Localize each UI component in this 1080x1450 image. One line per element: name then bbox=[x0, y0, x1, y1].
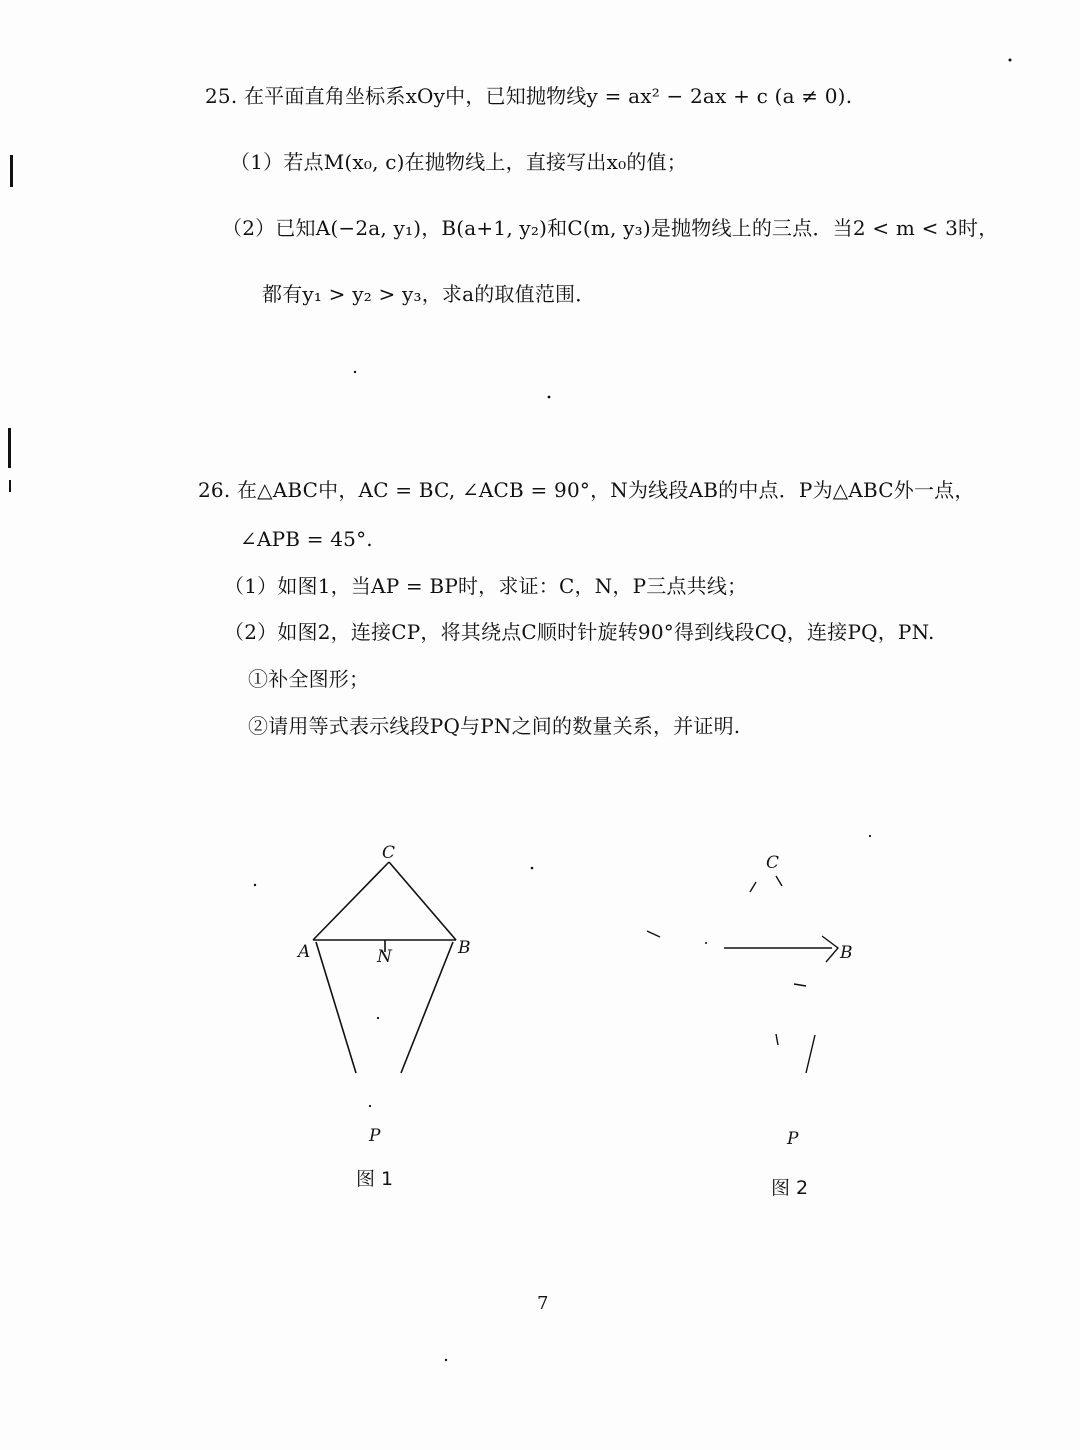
figure-1-labels bbox=[296, 843, 471, 1146]
segment-ca bbox=[313, 862, 389, 940]
label-n-fig1: N bbox=[377, 947, 392, 967]
figure-2 bbox=[647, 876, 838, 1073]
q26-part1: （1）如图1，当AP = BP时，求证：C，N，P三点共线； bbox=[224, 574, 748, 598]
figure-2-labels bbox=[766, 853, 853, 1149]
segment-bp-fig2 bbox=[806, 1035, 815, 1073]
q26-part2: （2）如图2，连接CP，将其绕点C顺时针旋转90°得到线段CQ，连接PQ，PN. bbox=[224, 620, 935, 644]
label-p-fig2: P bbox=[787, 1129, 799, 1149]
label-b-fig1: B bbox=[458, 938, 471, 958]
figure-2-caption: 图 2 bbox=[771, 1177, 809, 1199]
faint-mark-1 bbox=[647, 931, 660, 937]
q26-stem-line2: ∠APB = 45°. bbox=[240, 527, 373, 551]
faint-mark-5 bbox=[776, 876, 782, 886]
q25-stem: 25. 在平面直角坐标系xOy中，已知抛物线y = ax² − 2ax + c (a ≠ 0). bbox=[205, 84, 853, 108]
q25-part2-line1: （2）已知A(−2a, y₁)，B(a+1, y₂)和C(m, y₃)是抛物线上的三点．当2 < m < 3时， bbox=[222, 216, 999, 240]
label-c-fig1: C bbox=[382, 843, 396, 863]
label-a-fig1: A bbox=[298, 942, 311, 962]
faint-mark-3 bbox=[776, 1034, 778, 1045]
segment-bp bbox=[401, 942, 453, 1073]
faint-mark-4 bbox=[750, 882, 756, 892]
label-c-fig2: C bbox=[766, 853, 780, 873]
q26-stem-line1: 26. 在△ABC中，AC = BC, ∠ACB = 90°，N为线段AB的中点．P为△ABC外一点， bbox=[198, 478, 975, 502]
q25-part1: （1）若点M(x₀, c)在抛物线上，直接写出x₀的值； bbox=[230, 150, 687, 174]
label-b-fig2: B bbox=[840, 943, 853, 963]
figure-1 bbox=[313, 862, 456, 1073]
page-number: 7 bbox=[537, 1293, 549, 1314]
segment-cb bbox=[389, 862, 456, 940]
q26-part2-sub1: ①补全图形； bbox=[248, 667, 370, 691]
q25-part2-line2: 都有y₁ > y₂ > y₃，求a的取值范围． bbox=[262, 282, 596, 306]
segment-ap bbox=[316, 942, 356, 1073]
arrow-b-fig2 bbox=[822, 936, 838, 962]
q26-part2-sub2: ②请用等式表示线段PQ与PN之间的数量关系，并证明. bbox=[248, 714, 741, 738]
figure-1-caption: 图 1 bbox=[356, 1168, 394, 1190]
faint-mark-2 bbox=[794, 984, 806, 986]
label-p-fig1: P bbox=[369, 1126, 381, 1146]
